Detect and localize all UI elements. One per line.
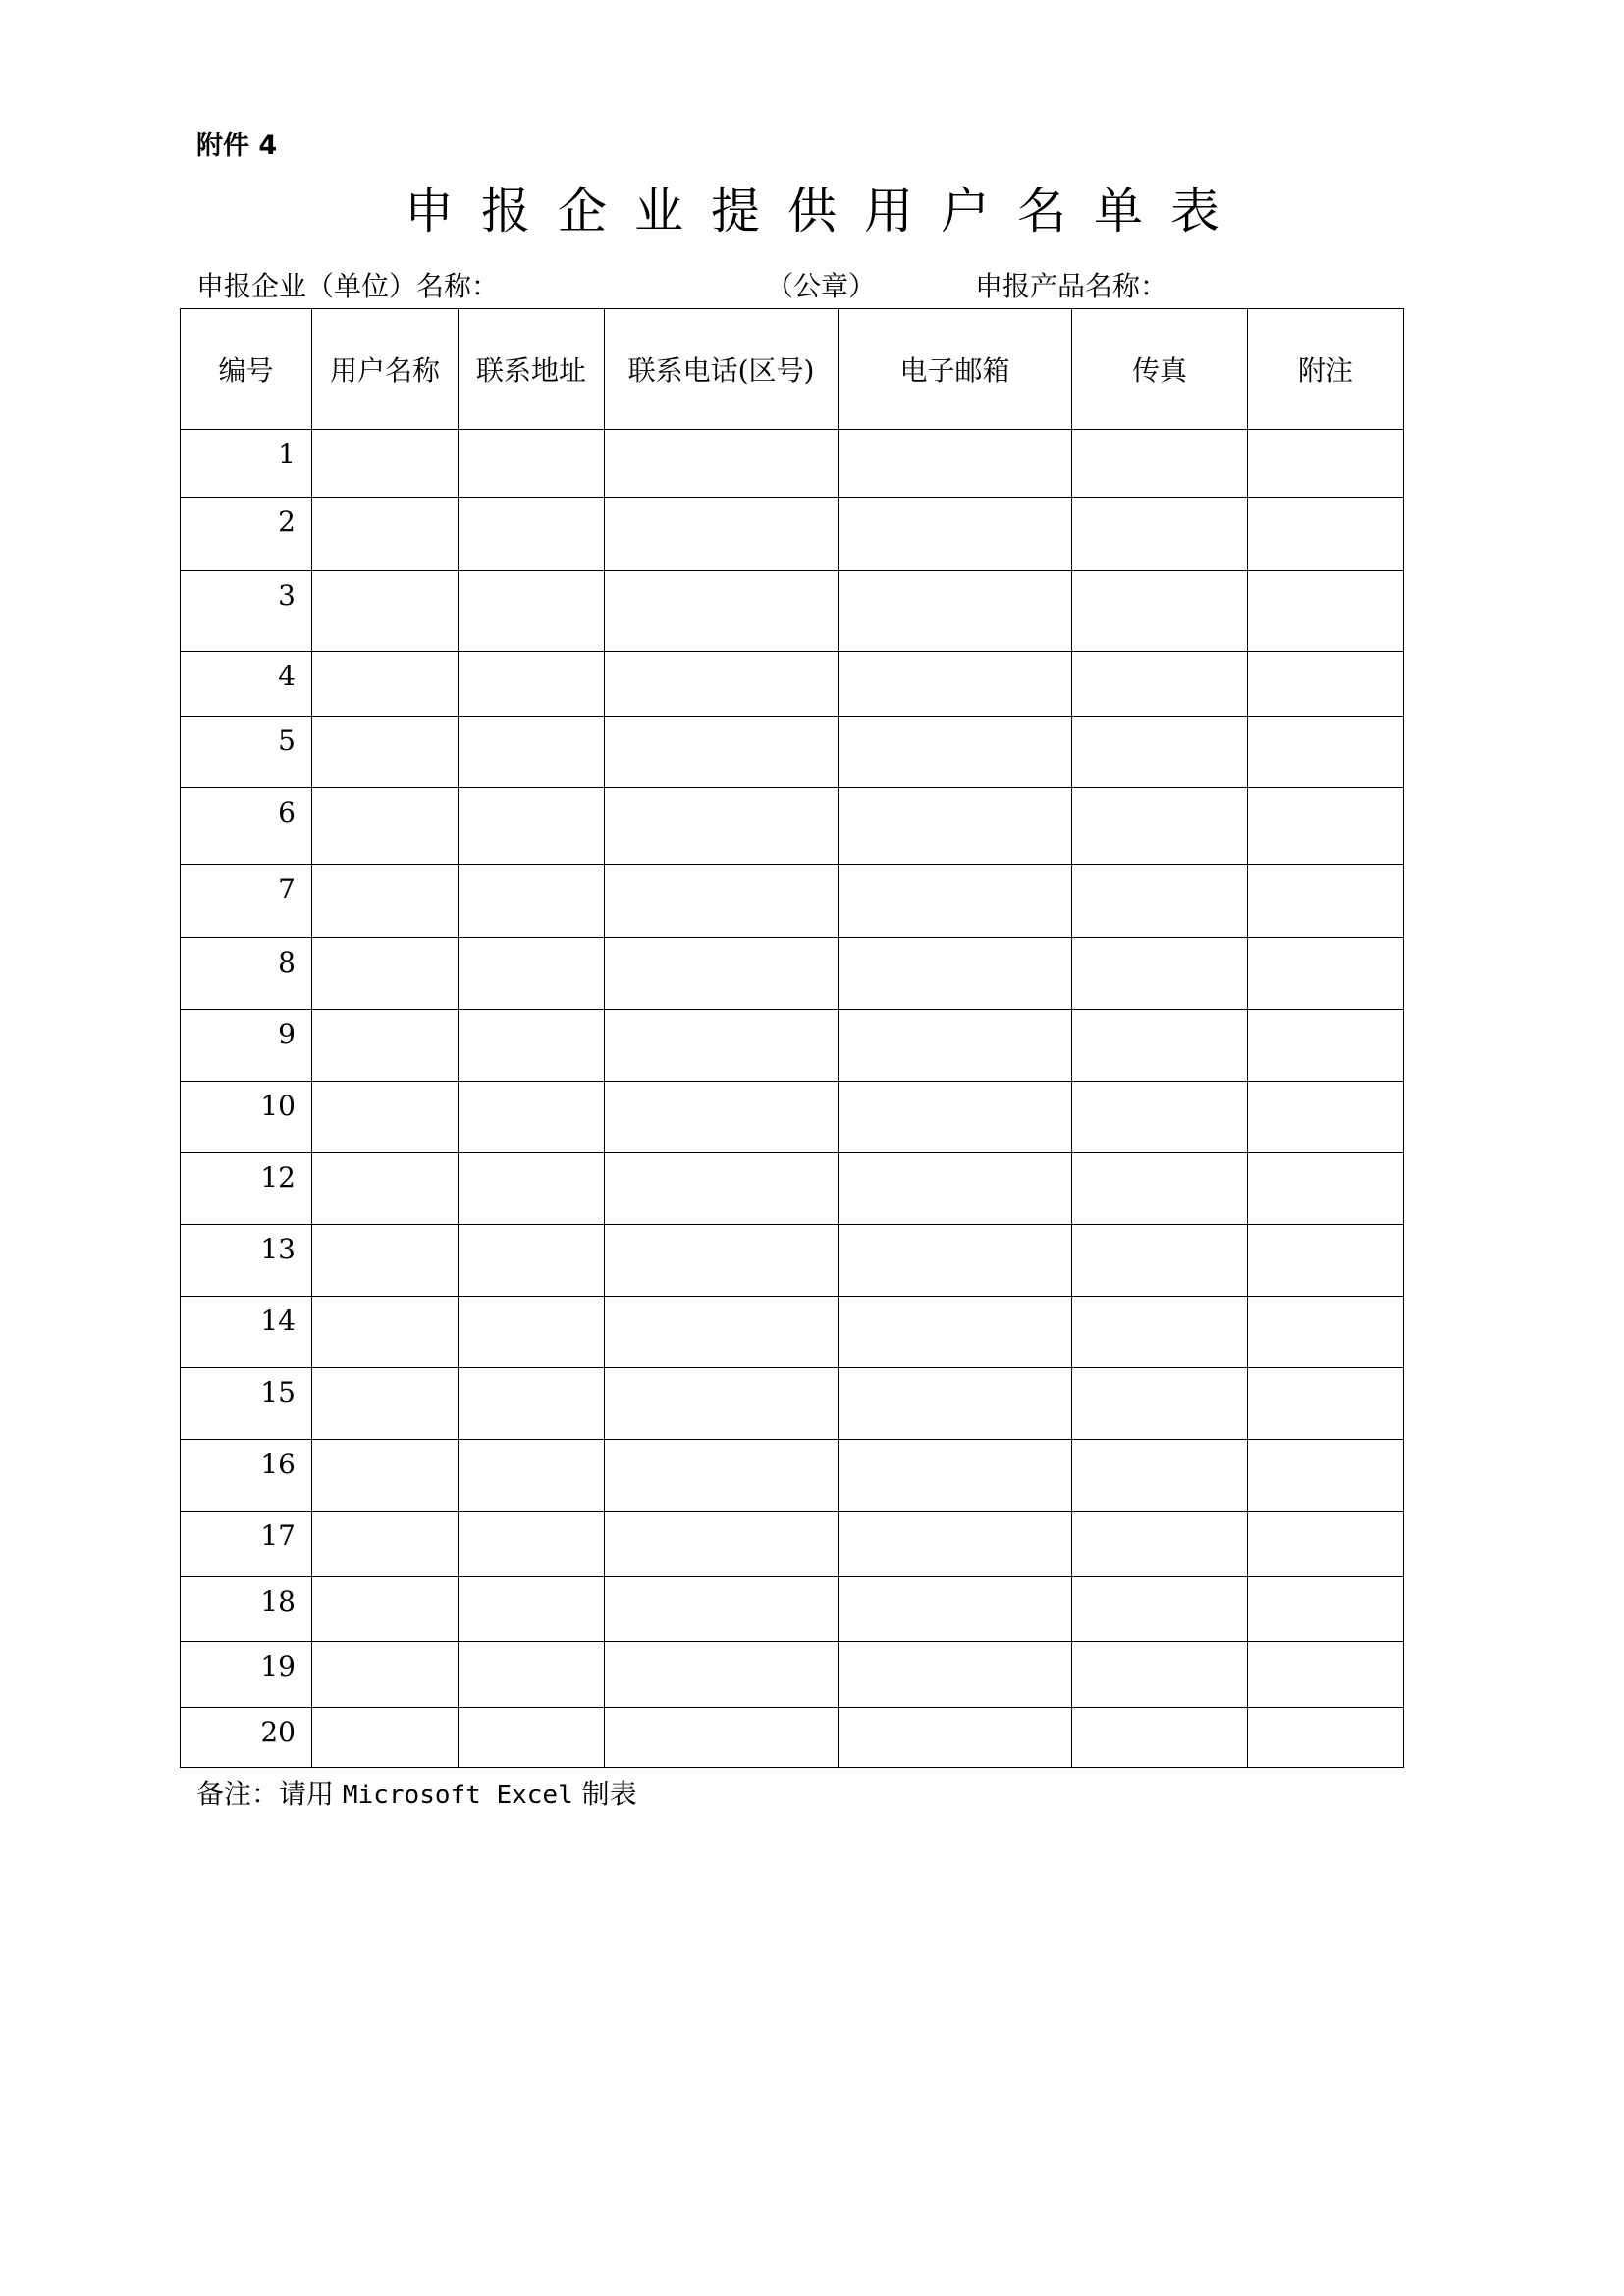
- fax-cell[interactable]: [1072, 717, 1248, 788]
- address-cell[interactable]: [459, 1708, 605, 1768]
- user-name-cell[interactable]: [312, 571, 459, 652]
- table-row: [181, 788, 1404, 865]
- fax-cell[interactable]: [1072, 1225, 1248, 1297]
- email-cell[interactable]: [839, 652, 1072, 717]
- header-fax: 传真: [1072, 309, 1248, 430]
- address-cell[interactable]: [459, 1512, 605, 1577]
- email-cell[interactable]: [839, 865, 1072, 938]
- email-cell[interactable]: [839, 1082, 1072, 1153]
- table-header-row: [181, 309, 1404, 430]
- phone-cell[interactable]: [605, 1368, 839, 1440]
- phone-cell[interactable]: [605, 1577, 839, 1642]
- table-row: [181, 865, 1404, 938]
- fax-cell[interactable]: [1072, 1440, 1248, 1512]
- user-name-cell[interactable]: [312, 1512, 459, 1577]
- table-row: [181, 1010, 1404, 1082]
- row-number-cell: 16: [181, 1440, 312, 1512]
- fax-cell[interactable]: [1072, 498, 1248, 571]
- footnote-prefix: 备注：请用: [196, 1778, 335, 1810]
- document-title: 申报企业提供用户名单表: [405, 183, 1247, 240]
- address-cell[interactable]: [459, 1642, 605, 1708]
- address-cell[interactable]: [459, 571, 605, 652]
- fax-cell[interactable]: [1072, 865, 1248, 938]
- email-cell[interactable]: [839, 430, 1072, 498]
- address-cell[interactable]: [459, 1577, 605, 1642]
- company-name-label: 申报企业（单位）名称：: [196, 270, 500, 302]
- user-name-cell[interactable]: [312, 1577, 459, 1642]
- email-cell[interactable]: [839, 788, 1072, 865]
- row-number-cell: 14: [181, 1297, 312, 1368]
- table-row: [181, 1368, 1404, 1440]
- phone-cell[interactable]: [605, 652, 839, 717]
- phone-cell[interactable]: [605, 1297, 839, 1368]
- user-name-cell[interactable]: [312, 1368, 459, 1440]
- user-name-cell[interactable]: [312, 430, 459, 498]
- email-cell[interactable]: [839, 1708, 1072, 1768]
- user-name-cell[interactable]: [312, 788, 459, 865]
- table-row: [181, 717, 1404, 788]
- row-number-cell: 9: [181, 1010, 312, 1082]
- phone-cell[interactable]: [605, 1010, 839, 1082]
- email-cell[interactable]: [839, 1642, 1072, 1708]
- seal-label: （公章）: [766, 270, 877, 302]
- address-cell[interactable]: [459, 652, 605, 717]
- user-name-cell[interactable]: [312, 717, 459, 788]
- remarks-cell[interactable]: [1248, 1225, 1404, 1297]
- user-name-cell[interactable]: [312, 1440, 459, 1512]
- header-number: 编号: [181, 309, 312, 430]
- phone-cell[interactable]: [605, 1225, 839, 1297]
- fax-cell[interactable]: [1072, 1297, 1248, 1368]
- email-cell[interactable]: [839, 938, 1072, 1010]
- row-number-cell: 8: [181, 938, 312, 1010]
- phone-cell[interactable]: [605, 571, 839, 652]
- table-row: [181, 1577, 1404, 1642]
- header-address: 联系地址: [459, 309, 605, 430]
- fax-cell[interactable]: [1072, 1577, 1248, 1642]
- footnote-software: Microsoft Excel: [342, 1781, 573, 1810]
- header-remarks: 附注: [1248, 309, 1404, 430]
- fax-cell[interactable]: [1072, 652, 1248, 717]
- email-cell[interactable]: [839, 1225, 1072, 1297]
- row-number-cell: 18: [181, 1577, 312, 1642]
- table-row: [181, 1708, 1404, 1768]
- phone-cell[interactable]: [605, 1440, 839, 1512]
- remarks-cell[interactable]: [1248, 1577, 1404, 1642]
- fax-cell[interactable]: [1072, 1010, 1248, 1082]
- user-name-cell[interactable]: [312, 1010, 459, 1082]
- table-row: [181, 652, 1404, 717]
- row-number-cell: 12: [181, 1153, 312, 1225]
- address-cell[interactable]: [459, 788, 605, 865]
- row-number-cell: 2: [181, 498, 312, 571]
- remarks-cell[interactable]: [1248, 717, 1404, 788]
- email-cell[interactable]: [839, 1512, 1072, 1577]
- phone-cell[interactable]: [605, 1082, 839, 1153]
- remarks-cell[interactable]: [1248, 498, 1404, 571]
- row-number-cell: 5: [181, 717, 312, 788]
- table-row: [181, 1642, 1404, 1708]
- remarks-cell[interactable]: [1248, 1082, 1404, 1153]
- email-cell[interactable]: [839, 1440, 1072, 1512]
- address-cell[interactable]: [459, 1368, 605, 1440]
- fax-cell[interactable]: [1072, 1153, 1248, 1225]
- remarks-cell[interactable]: [1248, 1010, 1404, 1082]
- address-cell[interactable]: [459, 717, 605, 788]
- product-name-label: 申报产品名称：: [975, 270, 1168, 302]
- address-cell[interactable]: [459, 430, 605, 498]
- phone-cell[interactable]: [605, 938, 839, 1010]
- row-number-cell: 19: [181, 1642, 312, 1708]
- email-cell[interactable]: [839, 1577, 1072, 1642]
- address-cell[interactable]: [459, 938, 605, 1010]
- header-user-name: 用户名称: [312, 309, 459, 430]
- fax-cell[interactable]: [1072, 1512, 1248, 1577]
- user-name-cell[interactable]: [312, 1708, 459, 1768]
- email-cell[interactable]: [839, 1368, 1072, 1440]
- address-cell[interactable]: [459, 1082, 605, 1153]
- remarks-cell[interactable]: [1248, 652, 1404, 717]
- user-name-cell[interactable]: [312, 1082, 459, 1153]
- fax-cell[interactable]: [1072, 1708, 1248, 1768]
- phone-cell[interactable]: [605, 788, 839, 865]
- phone-cell[interactable]: [605, 1512, 839, 1577]
- remarks-cell[interactable]: [1248, 430, 1404, 498]
- row-number-cell: 13: [181, 1225, 312, 1297]
- table-row: [181, 938, 1404, 1010]
- user-name-cell[interactable]: [312, 652, 459, 717]
- address-cell[interactable]: [459, 1297, 605, 1368]
- address-cell[interactable]: [459, 1440, 605, 1512]
- remarks-cell[interactable]: [1248, 571, 1404, 652]
- header-email: 电子邮箱: [839, 309, 1072, 430]
- email-cell[interactable]: [839, 1297, 1072, 1368]
- remarks-cell[interactable]: [1248, 1642, 1404, 1708]
- fax-cell[interactable]: [1072, 571, 1248, 652]
- fax-cell[interactable]: [1072, 788, 1248, 865]
- fax-cell[interactable]: [1072, 1642, 1248, 1708]
- user-name-cell[interactable]: [312, 938, 459, 1010]
- table-row: [181, 498, 1404, 571]
- address-cell[interactable]: [459, 1153, 605, 1225]
- email-cell[interactable]: [839, 571, 1072, 652]
- remarks-cell[interactable]: [1248, 1297, 1404, 1368]
- table-row: [181, 571, 1404, 652]
- email-cell[interactable]: [839, 1010, 1072, 1082]
- remarks-cell[interactable]: [1248, 1512, 1404, 1577]
- user-name-cell[interactable]: [312, 865, 459, 938]
- row-number-cell: 1: [181, 430, 312, 498]
- user-name-cell[interactable]: [312, 1642, 459, 1708]
- row-number-cell: 20: [181, 1708, 312, 1768]
- row-number-cell: 3: [181, 571, 312, 652]
- row-number-cell: 10: [181, 1082, 312, 1153]
- fax-cell[interactable]: [1072, 1082, 1248, 1153]
- address-cell[interactable]: [459, 498, 605, 571]
- remarks-cell[interactable]: [1248, 865, 1404, 938]
- table-row: [181, 1440, 1404, 1512]
- remarks-cell[interactable]: [1248, 1708, 1404, 1768]
- row-number-cell: 6: [181, 788, 312, 865]
- remarks-cell[interactable]: [1248, 938, 1404, 1010]
- phone-cell[interactable]: [605, 717, 839, 788]
- fax-cell[interactable]: [1072, 430, 1248, 498]
- table-row: [181, 430, 1404, 498]
- row-number-cell: 4: [181, 652, 312, 717]
- table-row: [181, 1512, 1404, 1577]
- table-row: [181, 1082, 1404, 1153]
- address-cell[interactable]: [459, 1225, 605, 1297]
- fax-cell[interactable]: [1072, 1368, 1248, 1440]
- address-cell[interactable]: [459, 865, 605, 938]
- address-cell[interactable]: [459, 1010, 605, 1082]
- table-row: [181, 1153, 1404, 1225]
- phone-cell[interactable]: [605, 1708, 839, 1768]
- header-phone: 联系电话(区号): [605, 309, 839, 430]
- email-cell[interactable]: [839, 717, 1072, 788]
- phone-cell[interactable]: [605, 430, 839, 498]
- user-list-table: [180, 308, 1404, 1768]
- phone-cell[interactable]: [605, 865, 839, 938]
- attachment-label: 附件 4: [196, 131, 278, 161]
- phone-cell[interactable]: [605, 1642, 839, 1708]
- phone-cell[interactable]: [605, 498, 839, 571]
- fax-cell[interactable]: [1072, 938, 1248, 1010]
- email-cell[interactable]: [839, 1153, 1072, 1225]
- remarks-cell[interactable]: [1248, 1440, 1404, 1512]
- row-number-cell: 15: [181, 1368, 312, 1440]
- footnote: [196, 1773, 637, 1812]
- phone-cell[interactable]: [605, 1153, 839, 1225]
- table-row: [181, 1297, 1404, 1368]
- remarks-cell[interactable]: [1248, 1368, 1404, 1440]
- user-name-cell[interactable]: [312, 1297, 459, 1368]
- row-number-cell: 17: [181, 1512, 312, 1577]
- email-cell[interactable]: [839, 498, 1072, 571]
- row-number-cell: 7: [181, 865, 312, 938]
- footnote-suffix: 制表: [581, 1778, 637, 1810]
- user-name-cell[interactable]: [312, 1153, 459, 1225]
- remarks-cell[interactable]: [1248, 1153, 1404, 1225]
- remarks-cell[interactable]: [1248, 788, 1404, 865]
- user-name-cell[interactable]: [312, 498, 459, 571]
- user-name-cell[interactable]: [312, 1225, 459, 1297]
- table-row: [181, 1225, 1404, 1297]
